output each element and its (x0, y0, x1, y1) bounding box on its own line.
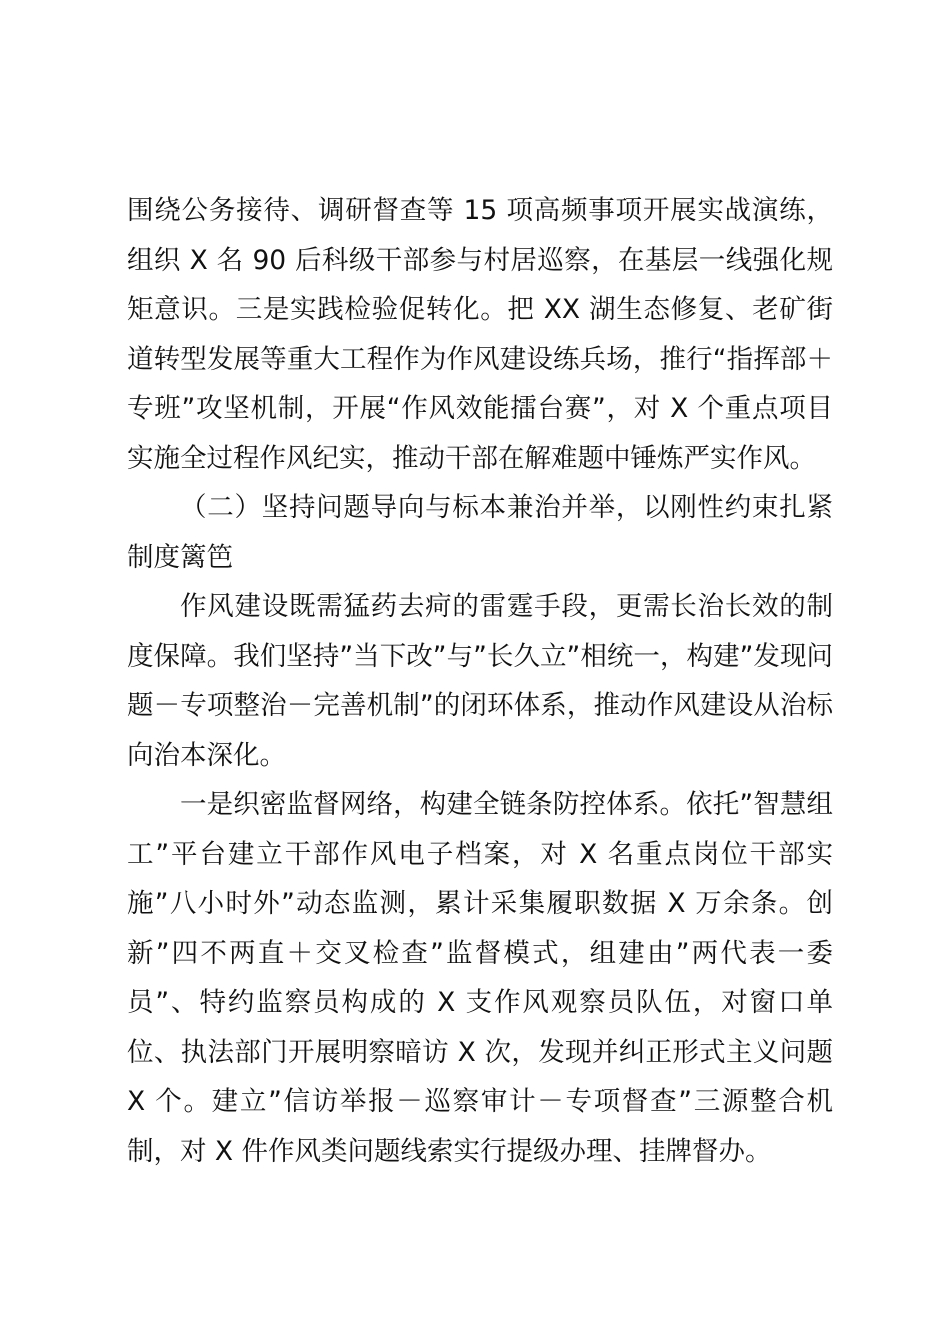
section-heading: （二）坚持问题导向与标本兼治并举，以刚性约束扎紧制度篱笆 (127, 492, 833, 573)
paragraph-continuation: 围绕公务接待、调研督查等 15 项高频事项开展实战演练，组织 X 名 90 后科级干部参与村居巡察，在基层一线强化规矩意识。三是实践检验促转化。把 XX 湖生态修复、老矿街道转型发展等重大工程作为作风建设练兵场，推行“指挥部＋专班”攻坚机制，开展“作风效能擂台赛”，对 X 个重点项目实施全过程作风纪实，推动干部在解难题中锤炼严实作风。 (127, 195, 833, 474)
paragraph-intro: 作风建设既需猛药去疴的雷霆手段，更需长治长效的制度保障。我们坚持”当下改”与”长久立”相统一，构建”发现问题－专项整治－完善机制”的闭环体系，推动作风建设从治标向治本深化。 (127, 591, 833, 771)
document-body (127, 186, 833, 1176)
paragraph-point-one: 一是织密监督网络，构建全链条防控体系。依托”智慧组工”平台建立干部作风电子档案，对 X 名重点岗位干部实施”八小时外”动态监测，累计采集履职数据 X 万余条。创新”四不两直＋交叉检查”监督模式，组建由”两代表一委员”、特约监察员构成的 X 支作风观察员队伍，对窗口单位、执法部门开展明察暗访 X 次，发现并纠正形式主义问题 X 个。建立”信访举报－巡察审计－专项督查”三源整合机制，对 X 件作风类问题线索实行提级办理、挂牌督办。 (127, 789, 833, 1167)
